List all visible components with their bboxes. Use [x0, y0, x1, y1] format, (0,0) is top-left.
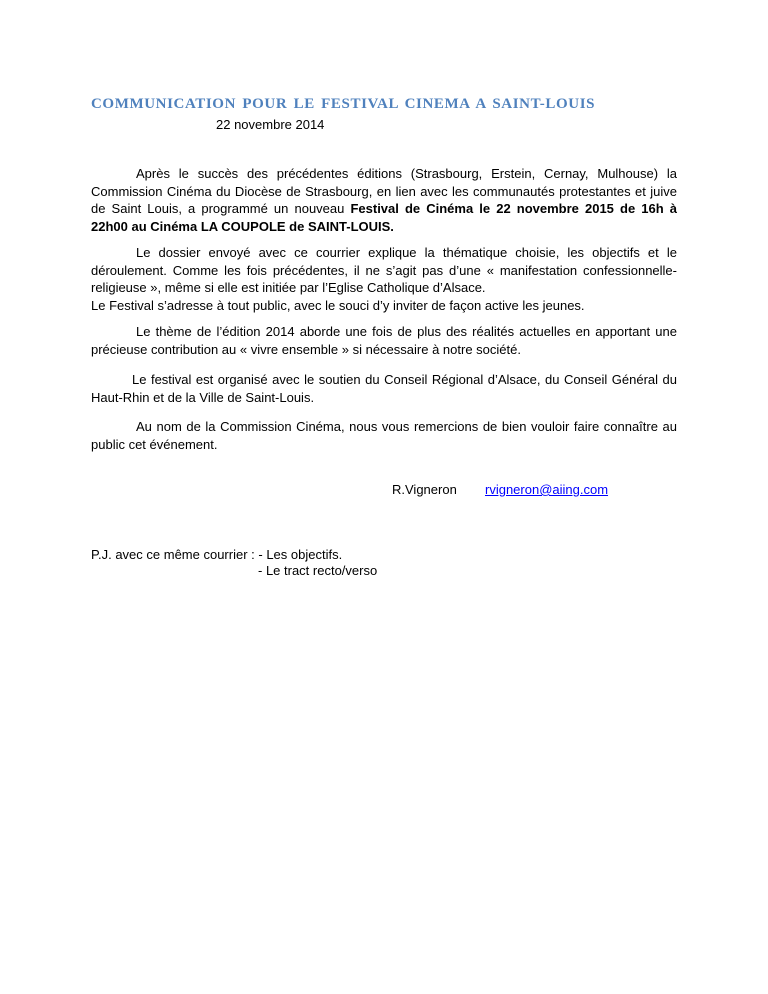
paragraph-thanks-text: Au nom de la Commission Cinéma, nous vous remercions de bien vouloir faire connaître au public cet événement. — [91, 419, 677, 452]
paragraph-thanks — [91, 418, 677, 453]
paragraph-intro — [91, 165, 677, 235]
paragraph-intro-text: Après le succès des précédentes éditions (Strasbourg, Erstein, Cernay, Mulhouse) la Commission Cinéma du Diocèse de Strasbourg, en lien avec les communautés protestantes et juive de Saint Louis, a programmé un nouveau — [91, 166, 677, 216]
document-title: COMMUNICATION POUR LE FESTIVAL CINEMA A SAINT-LOUIS — [91, 96, 596, 112]
paragraph-dossier-text: Le dossier envoyé avec ce courrier explique la thématique choisie, les objectifs et le déroulement. Comme les fois précédentes, il ne s’agit pas d’une « manifestation confessionnelle-religieuse », même si elle est initiée par l’Eglise Catholique d’Alsace. — [91, 245, 677, 295]
paragraph-dossier-audience: Le Festival s’adresse à tout public, avec le souci d’y inviter de façon active les jeunes. — [91, 297, 585, 313]
attachments-intro: P.J. avec ce même courrier : - Les objectifs. — [91, 547, 343, 562]
signature-email-link[interactable]: rvigneron@aiing.com — [485, 482, 609, 497]
paragraph-support — [91, 371, 677, 406]
signature-name: R.Vigneron — [392, 482, 457, 497]
festival-details: Festival de Cinéma le 22 novembre 2015 de 16h à 22h00 au Cinéma LA COUPOLE de SAINT-LOUIS. — [91, 201, 677, 234]
paragraph-theme-text: Le thème de l’édition 2014 aborde une fois de plus des réalités actuelles en apportant une précieuse contribution au « vivre ensemble » si nécessaire à notre société. — [91, 324, 677, 357]
document-date: 22 novembre 2014 — [216, 117, 325, 132]
paragraph-dossier — [91, 244, 677, 314]
attachment-item-tract: - Le tract recto/verso — [258, 563, 378, 578]
paragraph-support-text: Le festival est organisé avec le soutien du Conseil Régional d’Alsace, du Conseil Général du Haut-Rhin et de la Ville de Saint-Louis. — [91, 372, 677, 405]
paragraph-theme — [91, 323, 677, 358]
